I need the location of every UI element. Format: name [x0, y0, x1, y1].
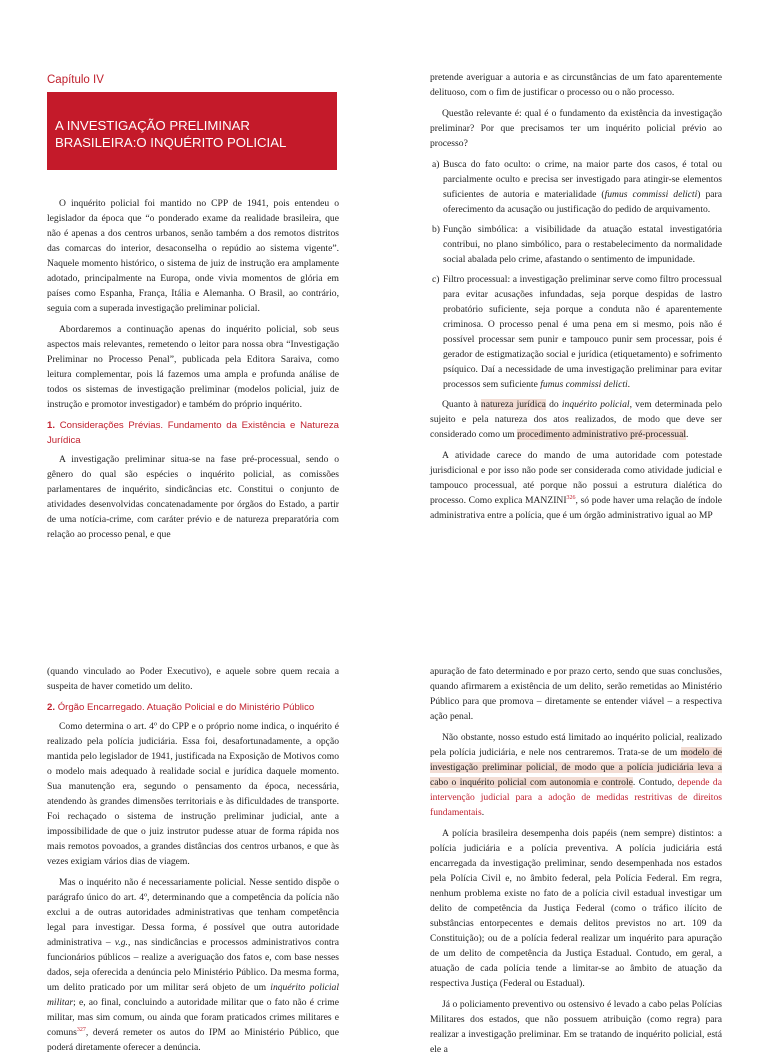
text-run: A atividade carece do mando de uma autoridade com potestade jurisdicional e por isso não pode ser considerada como atividade judicial e tampouco processual, até porque não possui a estrutura dialética do processo. Como explica MANZINI	[430, 450, 722, 506]
text-run: Mas o inquérito não é necessariamente policial. Nesse sentido dispõe o parágrafo único do art. 4º, determinando que a competência da polícia não exclui a de outras autoridades administrativas que tenham competência legal para investigar. Dessa forma, é possível que outra autoridade administrativa –	[47, 877, 339, 948]
list-item-text: .	[627, 379, 631, 390]
list-item-text: Filtro processual: a investigação preliminar serve como filtro processual para evitar acusações infundadas, seja porque despidas de lastro probatório suficiente, seja porque a conduta não é aparentemente criminosa. O processo penal é uma pena em si mesmo, pois não é possível processar sem punir e tampouco punir sem processar, pois é gerador de estigmatização social e jurídica (etiquetamento) e sofrimento psíquico. Daí a necessidade de uma investigação preliminar para evitar processos sem suficiente	[443, 274, 722, 390]
paragraph: Questão relevante é: qual é o fundamento da existência da investigação preliminar? Por que precisamos ter um inquérito policial prévio ao processo?	[430, 108, 722, 149]
list-item-label: c)	[432, 274, 440, 285]
text-run: , nas sindicâncias e processos administrativos contra funcionários públicos – realize a averiguação dos fatos e, com base nesses dados, seja oferecida a denúncia pelo Ministério Público. Da mesma forma, um delito praticado por um militar será objeto de um	[47, 937, 340, 993]
paragraph: Já o policiamento preventivo ou ostensivo é levado a cabo pelas Polícias Militares dos estados, que não possuem atribuição (como regra) para realizar a investigação preliminar. Em se tratando de inquérito policial, está ele a	[430, 999, 722, 1055]
text-run: .	[686, 429, 689, 440]
paragraph: A polícia brasileira desempenha dois papéis (nem sempre) distintos: a polícia judiciária e a polícia preventiva. A polícia judiciária está encarregada da investigação preliminar, sendo desempenhada nos estados pela Polícia Civil e, no âmbito federal, pela Polícia Federal. Em regra, nenhum problema existe no fato de a polícia civil estadual investigar um delito de competência da Justiça Federal (como o tráfico ilícito de substâncias entorpecentes e demais delitos previstos no art. 109 da Constituição); ou de a polícia federal realizar um inquérito para apuração de um delito de competência da Justiça Estadual. Contudo, em geral, a atuação de cada polícia tende a limitar-se ao âmbito de atuação da respectiva Justiça (Federal ou Estadual).	[430, 828, 722, 989]
section-title: Considerações Prévias. Fundamento da Existência e Natureza Jurídica	[47, 420, 339, 446]
paragraph: (quando vinculado ao Poder Executivo), e aquele sobre quem recaia a suspeita de haver cometido um delito.	[47, 666, 339, 692]
chapter-title-line-2: BRASILEIRA:O INQUÉRITO POLICIAL	[55, 135, 287, 150]
paragraph: pretende averiguar a autoria e as circunstâncias de um fato aparentemente delituoso, com o fim de justificar o processo ou o não processo.	[430, 72, 722, 98]
paragraph: O inquérito policial foi mantido no CPP de 1941, pois entendeu o legislador da época que “o ponderado exame da realidade brasileira, que não é apenas a dos centros urbanos, senão também a dos remotos distritos das comarcas do interior, desaconselha o repúdio ao sistema vigente”. Naquele momento histórico, o sistema de juiz de instrução era amplamente adotado, principalmente na Europa, onde vivia momentos de glória em países como Espanha, França, Itália e Alemanha. O Brasil, ao contrário, seguia com a superada investigação preliminar policial.	[47, 198, 339, 314]
reason-list	[430, 157, 722, 392]
paragraph	[430, 397, 722, 442]
emphasis: fumus commissi delicti	[604, 189, 698, 200]
bottom-right-column	[430, 664, 722, 1063]
paragraph: Abordaremos a continuação apenas do inquérito policial, sob seus aspectos mais relevantes, remetendo o leitor para nossa obra “Investigação Preliminar no Processo Penal”, publicada pela Editora Saraiva, como leitura complementar, pois lá fazemos uma ampla e profunda análise de todos os sistemas de investigação preliminar (modelos policial, juiz de instrução e promotor investigador) e também do próprio inquérito.	[47, 324, 339, 410]
list-item-text: Função simbólica: a visibilidade da atuação estatal investigatória contribui, no plano simbólico, para o restabelecimento da normalidade social abalada pelo crime, afastando o sentimento de impunidade.	[443, 224, 722, 265]
paragraph: apuração de fato determinado e por prazo certo, sendo que suas conclusões, quando afirmarem a existência de um delito, serão remetidas ao Ministério Público para que promova – diretamente se entender viável – a respectiva ação penal.	[430, 666, 722, 722]
paragraph	[430, 448, 722, 523]
highlight: natureza jurídica	[480, 399, 546, 410]
paragraph	[47, 875, 339, 1055]
emphasis: inquérito policial	[561, 399, 630, 410]
section-title: Órgão Encarregado. Atuação Policial e do Ministério Público	[57, 702, 315, 713]
emphasis: fumus commissi delicti	[540, 379, 628, 390]
footnote-ref[interactable]: 326	[566, 494, 576, 501]
list-item	[430, 157, 722, 217]
bottom-left-column	[47, 664, 339, 1061]
list-item-label: a)	[432, 159, 440, 170]
section-heading	[47, 418, 339, 448]
paragraph: Como determina o art. 4º do CPP e o próprio nome indica, o inquérito é realizado pela polícia judiciária. Essa foi, desafortunadamente, a opção mantida pelo legislador de 1941, justificada na Exposição de Motivos como o modelo mais adequado à realidade social e jurídica daquele momento. Sua manutenção era, segundo o pensamento da época, necessária, atendendo às grandes dimensões territoriais e às dificuldades de transporte. Foi rechaçado o sistema de instrução preliminar judicial, ante a impossibilidade de que o juiz instrutor pudesse atuar de forma rápida nos mais remotos povoados, a grandes distâncias dos centros urbanos, e que às vezes exigiam vários dias de viagem.	[47, 721, 339, 867]
chapter-title-box	[47, 92, 337, 170]
list-item-text: ) para oferecimento da acusação ou justificação do pedido de arquivamento.	[443, 189, 722, 215]
footnote-ref[interactable]: 327	[76, 1026, 86, 1033]
red-text: depende da intervenção judicial para a adoção de medidas restritivas de direitos fundamentais	[430, 777, 722, 818]
section-number: 2.	[47, 702, 56, 713]
emphasis: v.g.	[114, 937, 128, 948]
list-item	[430, 222, 722, 267]
highlight: modelo de investigação preliminar policial, de modo que a polícia judiciária leva a cabo o inquérito policial com autonomia e controle	[430, 747, 722, 788]
top-left-column	[47, 196, 339, 548]
top-right-column	[430, 70, 722, 529]
text-run: Quanto à	[442, 399, 481, 410]
chapter-label: Capítulo IV	[47, 74, 104, 86]
text-run: , vem determinada pelo sujeito e pela natureza dos atos realizados, de modo que deve ser considerado como um	[430, 399, 722, 440]
list-item-text: Busca do fato oculto: o crime, na maior parte dos casos, é total ou parcialmente oculto e precisa ser investigado para atingir-se elementos suficientes de autoria e materialidade (	[443, 159, 722, 200]
text-run: do	[545, 399, 562, 410]
text-run: , só pode haver uma relação de índole administrativa entre a polícia, que é um órgão administrativo igual ao MP	[430, 495, 722, 521]
chapter-title-line-1: A INVESTIGAÇÃO PRELIMINAR	[55, 118, 250, 133]
text-run: . Contudo,	[632, 777, 678, 788]
text-run: Não obstante, nosso estudo está limitado ao inquérito policial, realizado pela polícia judiciária, e nele nos centraremos. Trata-se de um	[430, 732, 722, 758]
section-number: 1.	[47, 420, 56, 431]
text-run: ; e, ao final, concluindo a autoridade militar que o fato não é crime militar, mas sim comum, ou ainda que foram praticados crimes militares e comuns	[47, 997, 339, 1038]
emphasis: inquérito policial militar	[47, 982, 339, 1008]
section-heading	[47, 700, 339, 715]
paragraph	[430, 730, 722, 820]
list-item-label: b)	[432, 224, 440, 235]
list-item	[430, 272, 722, 392]
paragraph: A investigação preliminar situa-se na fase pré-processual, sendo o gênero do qual são espécies o inquérito policial, as comissões parlamentares de inquérito, sindicâncias etc. Constitui o conjunto de atividades desenvolvidas concatenadamente por órgãos do Estado, a partir de uma notícia-crime, com caráter prévio e de natureza preparatória com relação ao processo penal, e que	[47, 454, 339, 540]
text-run: .	[481, 807, 485, 818]
text-run: , deverá remeter os autos do IPM ao Ministério Público, que poderá diretamente oferecer a denúncia.	[47, 1027, 339, 1053]
highlight: procedimento administrativo pré-processual	[517, 429, 687, 440]
